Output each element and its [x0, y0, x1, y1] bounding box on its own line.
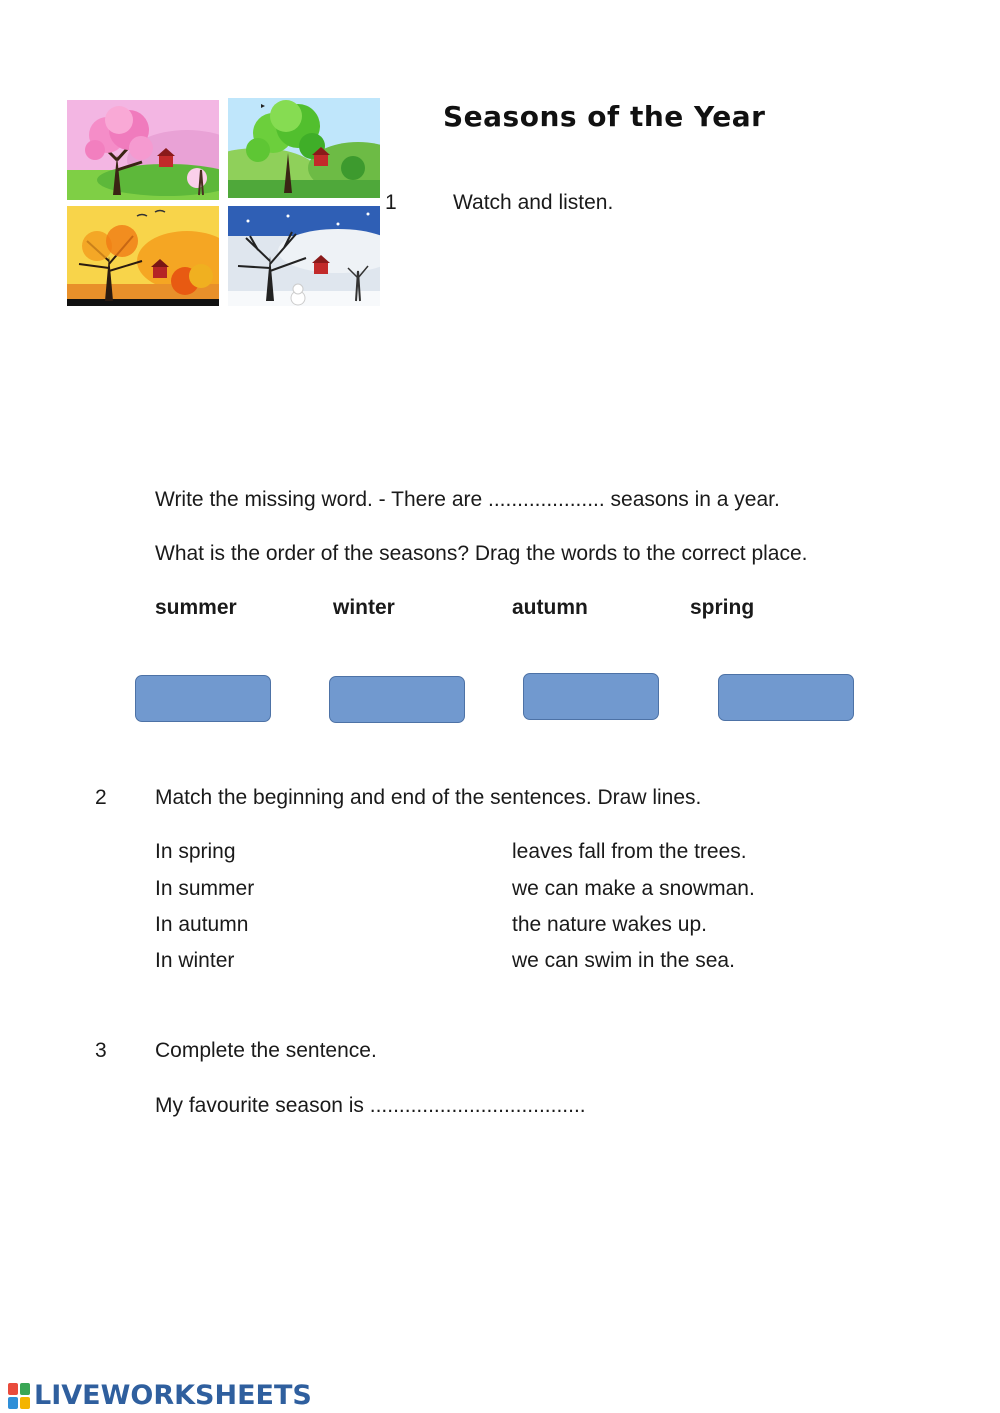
worksheet-title: Seasons of the Year [443, 100, 766, 133]
drag-word-spring[interactable]: spring [690, 596, 755, 619]
section-2-instruction: Match the beginning and end of the sentences. Draw lines. [155, 786, 702, 809]
autumn-scene-image [67, 206, 219, 306]
match-ending[interactable]: the nature wakes up. [512, 913, 707, 936]
drag-word-winter[interactable]: winter [333, 596, 395, 619]
section-3-instruction: Complete the sentence. [155, 1039, 377, 1062]
match-ending[interactable]: we can make a snowman. [512, 877, 755, 900]
drag-word-summer[interactable]: summer [155, 596, 237, 619]
liveworksheets-logo [8, 1380, 312, 1411]
logo-text: LIVEWORKSHEETS [34, 1380, 312, 1411]
summer-scene-image [228, 98, 380, 198]
match-beginning[interactable]: In autumn [155, 913, 249, 936]
order-question: What is the order of the seasons? Drag the words to the correct place. [155, 542, 808, 565]
drop-zone-4[interactable] [718, 674, 854, 721]
match-ending[interactable]: we can swim in the sea. [512, 949, 735, 972]
drop-zone-2[interactable] [329, 676, 465, 723]
match-ending[interactable]: leaves fall from the trees. [512, 840, 747, 863]
section-1-number: 1 [385, 191, 397, 214]
favourite-season-sentence[interactable]: My favourite season is ..................................... [155, 1094, 586, 1117]
spring-scene-image [67, 100, 219, 200]
drop-zone-1[interactable] [135, 675, 271, 722]
section-1-instruction: Watch and listen. [453, 191, 614, 214]
match-beginning[interactable]: In summer [155, 877, 255, 900]
missing-word-question: Write the missing word. - There are .................... seasons in a year. [155, 488, 780, 511]
liveworksheets-logo-icon [8, 1383, 30, 1409]
drag-word-autumn[interactable]: autumn [512, 596, 588, 619]
match-beginning[interactable]: In winter [155, 949, 235, 972]
drop-zone-3[interactable] [523, 673, 659, 720]
section-2-number: 2 [95, 786, 107, 809]
match-beginning[interactable]: In spring [155, 840, 236, 863]
winter-scene-image [228, 206, 380, 306]
section-3-number: 3 [95, 1039, 107, 1062]
